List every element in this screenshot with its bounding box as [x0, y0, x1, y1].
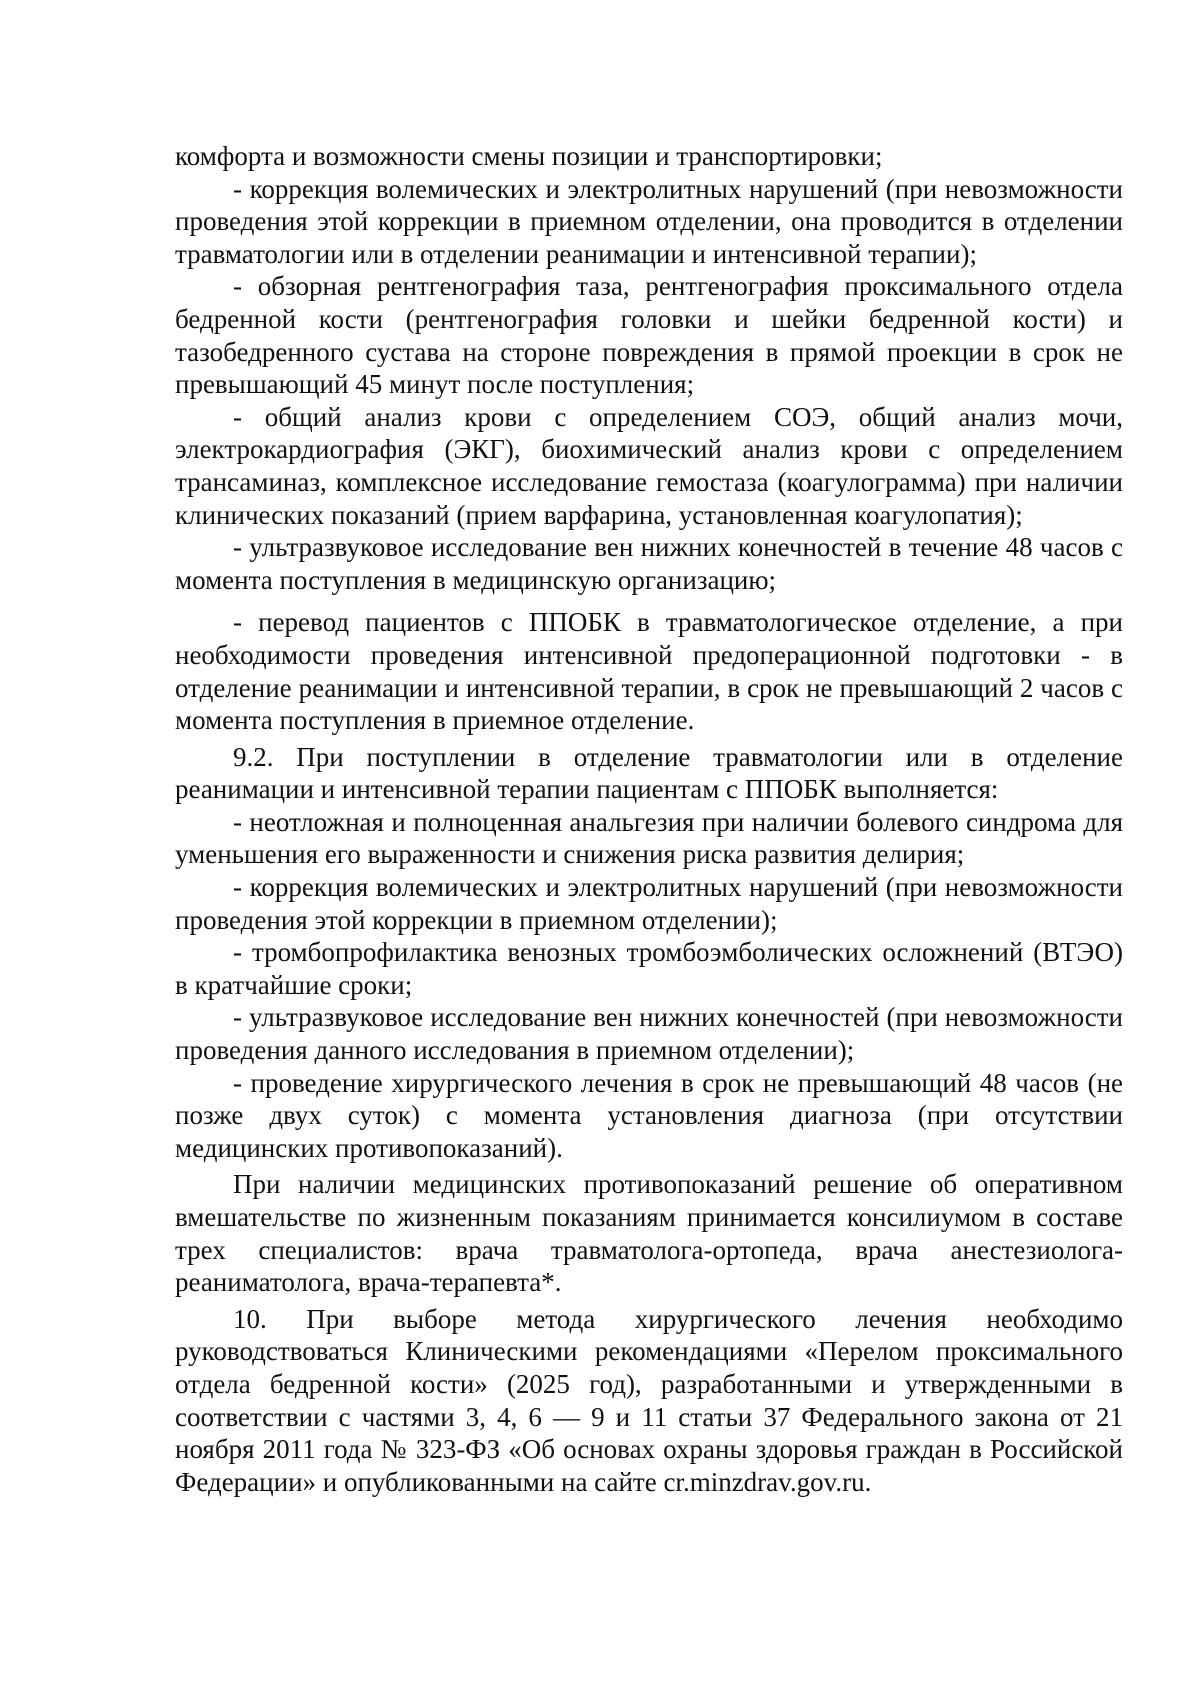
- paragraph-continuation-comfort: комфорта и возможности смены позиции и транспортировки;: [175, 141, 883, 171]
- list-item-surgical-treatment: - проведение хирургического лечения в срок не превышающий 48 часов (не позже двух суток) с момента установления диагноза (при отсутствии медицинских противопоказаний).: [175, 1067, 1123, 1163]
- list-item-ultrasound-2: - ультразвуковое исследование вен нижних конечностей (при невозможности проведения данного исследования в приемном отделении);: [175, 1002, 1123, 1066]
- paragraph-contraindications-council: При наличии медицинских противопоказаний решение об оперативном вмешательстве по жизненным показаниям принимается консилиумом в составе трех специалистов: врача травматолога-ортопеда, врача анестезиолога-реаниматолога, врача-терапевта*.: [175, 1169, 1123, 1298]
- list-item-ultrasound: - ультразвуковое исследование вен нижних конечностей в течение 48 часов с момента поступления в медицинскую организацию;: [175, 532, 1123, 595]
- section-10-paragraph: 10. При выборе метода хирургического лечения необходимо руководствоваться Клиническими рекомендациями «Перелом проксимального отдела бедренной кости» (2025 год), разработанными и утвержденными в соответствии с частями 3, 4, 6 — 9 и 11 статьи 37 Федерального закона от 21 ноября 2011 года № 323-ФЗ «Об основах охраны здоровья граждан в Российской Федерации» и опубликованными на сайте cr.minzdrav.gov.ru.: [175, 1303, 1123, 1497]
- list-item-analgesia: - неотложная и полноценная анальгезия при наличии болевого синдрома для уменьшения его выраженности и снижения риска развития делирия;: [175, 806, 1123, 870]
- document-page: [175, 140, 1123, 1498]
- section-9-2-heading-paragraph: 9.2. При поступлении в отделение травматологии или в отделение реанимации и интенсивной терапии пациентам с ППОБК выполняется:: [175, 741, 1123, 805]
- list-item-thromboprophylaxis: - тромбопрофилактика венозных тромбоэмболических осложнений (ВТЭО) в кратчайшие сроки;: [175, 937, 1123, 1000]
- list-item-patient-transfer: - перевод пациентов с ППОБК в травматологическое отделение, а при необходимости проведения интенсивной предоперационной подготовки - в отделение реанимации и интенсивной терапии, в срок не превышающий 2 часов с момента поступления в приемное отделение.: [175, 607, 1123, 736]
- list-item-radiography: - обзорная рентгенография таза, рентгенография проксимального отдела бедренной кости (рентгенография головки и шейки бедренной кости) и тазобедренного сустава на стороне повреждения в прямой проекции в срок не превышающий 45 минут после поступления;: [175, 271, 1123, 400]
- list-item-volemic-correction-2: - коррекция волемических и электролитных нарушений (при невозможности проведения этой коррекции в приемном отделении);: [175, 872, 1123, 935]
- list-item-volemic-correction: - коррекция волемических и электролитных нарушений (при невозможности проведения этой коррекции в приемном отделении, она проводится в отделении травматологии или в отделении реанимации и интенсивной терапии);: [175, 173, 1123, 269]
- list-item-blood-analysis: - общий анализ крови с определением СОЭ, общий анализ мочи, электрокардиография (ЭКГ), биохимический анализ крови с определением трансаминаз, комплексное исследование гемостаза (коагулограмма) при наличии клинических показаний (прием варфарина, установленная коагулопатия);: [175, 401, 1123, 530]
